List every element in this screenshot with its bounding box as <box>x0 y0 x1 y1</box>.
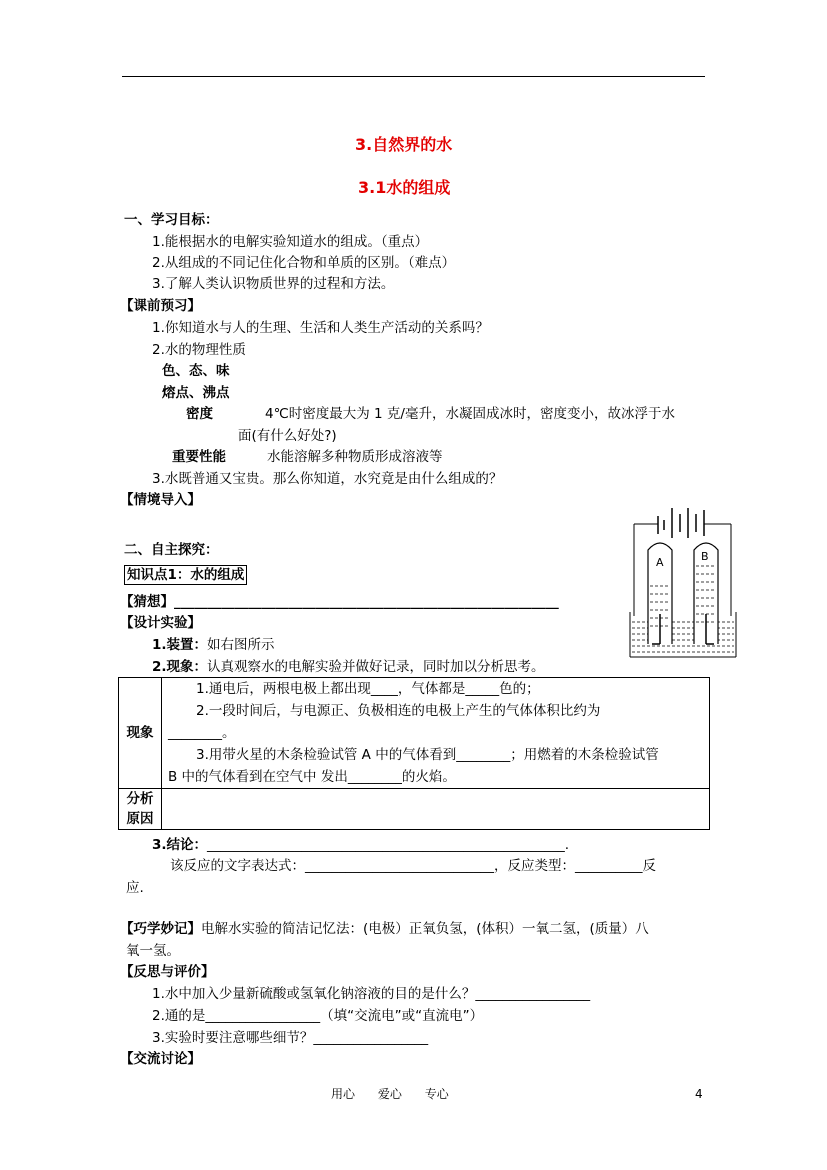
prop-density-text: 4℃时密度最大为 1 克/毫升，水凝固成冰时，密度变小，故冰浮于水 <box>265 406 675 422</box>
chapter-title: 3.自然界的水 <box>355 135 453 154</box>
intro-heading: 【情境导入】 <box>120 492 201 508</box>
explore-heading: 二、自主探究： <box>124 542 219 558</box>
observation-3: 3.用带火星的木条检验试管 A 中的气体看到________；用燃着的木条检验试管 <box>196 747 659 763</box>
tube-b-label: B <box>701 550 709 563</box>
apparatus-line: 1.装置：如右图所示 <box>152 637 275 653</box>
conclusion-line: 3.结论：_____________________________________________________. <box>152 837 570 853</box>
goal-2: 2.从组成的不同记住化合物和单质的区别。（难点） <box>152 255 456 271</box>
observation-table <box>118 677 710 830</box>
mnemonic-line: 【巧学妙记】电解水实验的简洁记忆法：(电极）正氧负氢，(体积）一氧二氢，(质量）八 <box>120 921 649 937</box>
discuss-heading: 【交流讨论】 <box>120 1051 201 1067</box>
table-row <box>119 789 710 830</box>
observation-3-cont: B 中的气体看到在空气中 发出________的火焰。 <box>168 769 456 785</box>
tube-a-label: A <box>656 556 664 569</box>
goals-heading: 一、学习目标： <box>124 212 219 228</box>
table-header-phenomenon: 现象 <box>119 678 162 789</box>
preview-heading: 【课前预习】 <box>120 298 201 314</box>
prop-density-label: 密度 <box>186 406 213 422</box>
table-cell-phenomenon <box>162 678 710 789</box>
preview-q2: 2.水的物理性质 <box>152 342 246 358</box>
mnemonic-line-cont: 氧一氢。 <box>126 943 180 959</box>
prop-key-text: 水能溶解多种物质形成溶液等 <box>267 449 443 465</box>
table-header-analysis: 分析 原因 <box>119 789 162 830</box>
observation-2: 2.一段时间后，与电源正、负极相连的电极上产生的气体体积比约为 <box>196 703 601 719</box>
phenomenon-line: 2.现象：认真观察水的电解实验并做好记录，同时加以分析思考。 <box>152 659 545 675</box>
prop-density-cont: 面(有什么好处?) <box>238 428 337 444</box>
prop-key-label: 重要性能 <box>172 449 226 465</box>
reflect-q2: 2.通的是_________________（填“交流电”或“直流电”） <box>152 1008 484 1024</box>
preview-q1: 1.你知道水与人的生理、生活和人类生产活动的关系吗？ <box>152 320 489 336</box>
reflect-q1: 1.水中加入少量新硫酸或氢氧化钠溶液的目的是什么？_________________ <box>152 986 591 1002</box>
preview-q3: 3.水既普通又宝贵。那么你知道，水究竟是由什么组成的？ <box>152 471 503 487</box>
goal-3: 3.了解人类认识物质世界的过程和方法。 <box>152 276 395 292</box>
expression-line: 该反应的文字表达式：____________________________，反应类型：__________反 <box>170 858 656 874</box>
reflect-q3: 3.实验时要注意哪些细节？_________________ <box>152 1030 429 1046</box>
table-cell-analysis <box>162 789 710 830</box>
footer-motto: 用心 爱心 专心 <box>331 1087 449 1101</box>
prop-melt: 熔点、沸点 <box>162 385 230 401</box>
design-heading: 【设计实验】 <box>120 615 201 631</box>
reflect-heading: 【反思与评价】 <box>120 964 215 980</box>
electrolysis-apparatus-figure <box>628 504 738 660</box>
page-number: 4 <box>695 1087 703 1101</box>
header-rule <box>122 76 705 77</box>
observation-1: 1.通电后，两根电极上都出现____，气体都是_____色的； <box>196 681 540 697</box>
guess-line: 【猜想】_________________________________________________________ <box>120 594 559 610</box>
knowledge-point-1: 知识点1：水的组成 <box>124 565 247 585</box>
prop-color: 色、态、味 <box>162 363 230 379</box>
section-title: 3.1水的组成 <box>358 178 451 197</box>
goal-1: 1.能根据水的电解实验知道水的组成。（重点） <box>152 234 429 250</box>
observation-2-cont: ________。 <box>168 725 236 741</box>
table-row <box>119 678 710 789</box>
expression-line-cont: 应. <box>126 880 144 896</box>
